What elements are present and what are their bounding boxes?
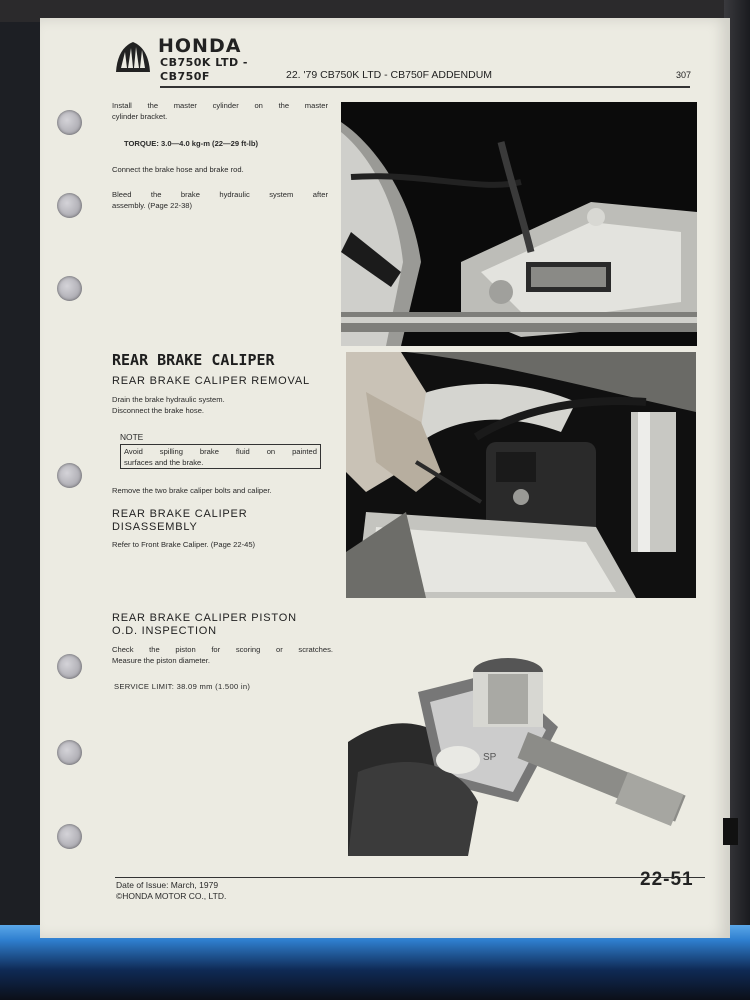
removal-heading: REAR BRAKE CALIPER REMOVAL [112, 375, 310, 387]
honda-wing-logo-icon [113, 38, 153, 78]
connect-text: Connect the brake hose and brake rod. [112, 165, 244, 174]
disassembly-heading-line-1: REAR BRAKE CALIPER [112, 508, 248, 520]
remove-bolts-text: Remove the two brake caliper bolts and caliper. [112, 486, 272, 495]
piston-heading-line-1: REAR BRAKE CALIPER PISTON [112, 612, 297, 624]
piston-measurement-photo [348, 652, 704, 856]
check-piston-text: Check the piston for scoring or scratches. [112, 645, 333, 654]
note-line-2: surfaces and the brake. [124, 458, 204, 467]
disassembly-heading-line-2: DISASSEMBLY [112, 521, 198, 533]
binder-hole [57, 824, 82, 849]
footer-rule [115, 877, 705, 878]
bleed-text-line-2: assembly. (Page 22-38) [112, 201, 193, 210]
chapter-tab-marker [723, 818, 738, 845]
piston-heading-line-2: O.D. INSPECTION [112, 625, 217, 637]
note-label: NOTE [120, 432, 144, 442]
binder-hole [57, 463, 82, 488]
brand-name: HONDA [158, 35, 242, 57]
bleed-text-line-1: Bleed the brake hydraulic system after [112, 190, 328, 199]
drain-text: Drain the brake hydraulic system. [112, 395, 225, 404]
svg-text:SP: SP [483, 752, 497, 763]
caliper-removal-photo [346, 352, 696, 598]
note-line-1: Avoid spilling brake fluid on painted [124, 447, 317, 456]
torque-spec: TORQUE: 3.0—4.0 kg-m (22—29 ft-lb) [124, 139, 259, 148]
refer-text: Refer to Front Brake Caliper. (Page 22-45) [112, 540, 256, 549]
master-cylinder-photo [341, 102, 697, 346]
binder-hole [57, 654, 82, 679]
binder-hole [57, 740, 82, 765]
note-box [120, 444, 321, 469]
page-number: 22-51 [640, 869, 694, 890]
model-line-1: CB750K LTD - [160, 56, 248, 69]
measure-piston-text: Measure the piston diameter. [112, 656, 210, 665]
section-heading: REAR BRAKE CALIPER [112, 351, 275, 369]
binder-hole [57, 193, 82, 218]
issue-date: Date of Issue: March, 1979 [116, 880, 219, 890]
binder-hole [57, 276, 82, 301]
install-text-line-1: Install the master cylinder on the master [112, 101, 328, 110]
service-limit: SERVICE LIMIT: 38.09 mm (1.500 in) [114, 682, 251, 691]
chapter-title: 22. '79 CB750K LTD - CB750F ADDENDUM [286, 69, 493, 81]
header-page-ref: 307 [676, 70, 692, 80]
manual-page [40, 18, 730, 938]
header-rule [160, 86, 690, 88]
copyright: ©HONDA MOTOR CO., LTD. [116, 891, 227, 901]
binder-hole [57, 110, 82, 135]
install-text-line-2: cylinder bracket. [112, 112, 168, 121]
model-line-2: CB750F [160, 70, 210, 83]
disconnect-text: Disconnect the brake hose. [112, 406, 205, 415]
